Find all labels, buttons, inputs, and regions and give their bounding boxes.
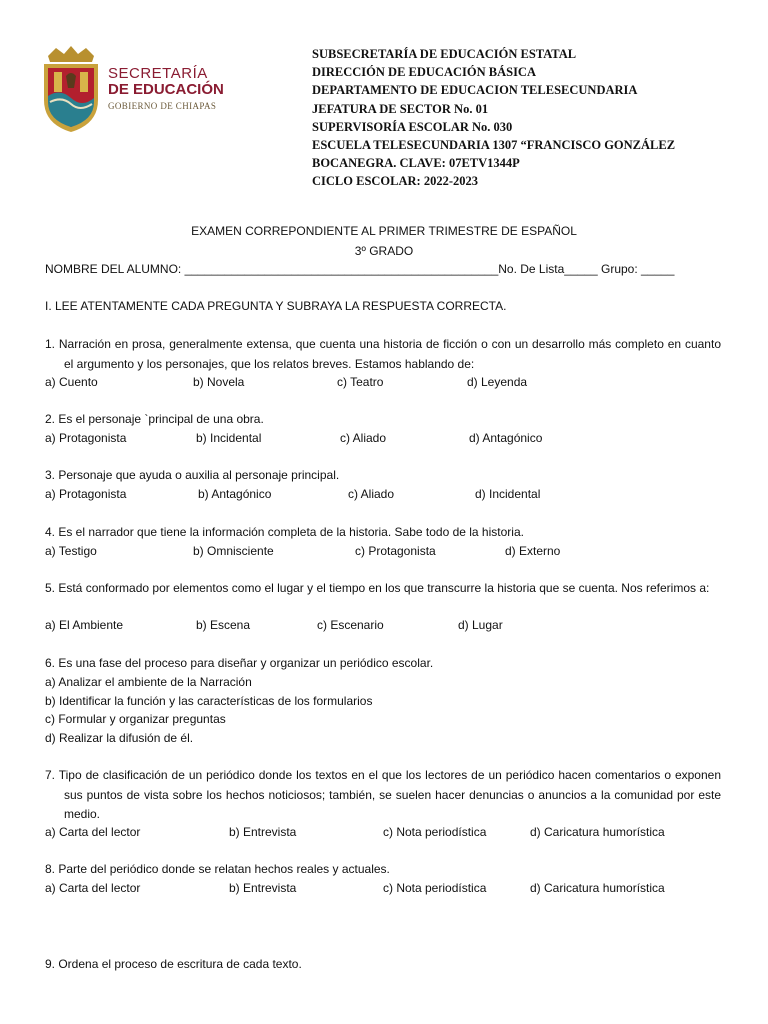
question-3: 3. Personaje que ayuda o auxilia al personaje principal. [45, 468, 340, 482]
option[interactable]: b) Omnisciente [193, 544, 274, 558]
logo-line-2: DE EDUCACIÓN [108, 81, 224, 98]
option[interactable]: a) Cuento [45, 375, 98, 389]
question-4: 4. Es el narrador que tiene la información completa de la historia. Sabe todo de la historia. [45, 525, 524, 539]
option[interactable]: d) Caricatura humorística [530, 881, 665, 895]
options-row-1 [45, 375, 725, 393]
option[interactable]: c) Aliado [348, 487, 395, 501]
option[interactable]: d) Realizar la difusión de él. [45, 731, 194, 745]
option[interactable]: a) Carta del lector [45, 825, 141, 839]
header-line: DEPARTAMENTO DE EDUCACION TELESECUNDARIA [312, 83, 638, 98]
logo-line-1: SECRETARÍA [108, 65, 208, 82]
exam-grade: 3º GRADO [354, 244, 414, 258]
question-2: 2. Es el personaje `principal de una obra. [45, 412, 264, 426]
question-1 [45, 335, 721, 374]
option[interactable]: b) Entrevista [229, 825, 297, 839]
options-row-2 [45, 431, 725, 449]
header-line: ESCUELA TELESECUNDARIA 1307 “FRANCISCO GONZÁLEZ [312, 138, 676, 153]
student-name-line: NOMBRE DEL ALUMNO: _______________________________________________No. De Lista_____ Grupo: _____ [45, 262, 675, 276]
logo-line-3: GOBIERNO DE CHIAPAS [108, 101, 217, 111]
option[interactable]: a) Carta del lector [45, 881, 141, 895]
options-row-3 [45, 487, 725, 505]
option[interactable]: d) Lugar [458, 618, 503, 632]
header-line: CICLO ESCOLAR: 2022-2023 [312, 174, 478, 189]
option[interactable]: c) Aliado [340, 431, 387, 445]
option[interactable]: a) El Ambiente [45, 618, 124, 632]
option[interactable]: d) Externo [505, 544, 561, 558]
header-line: DIRECCIÓN DE EDUCACIÓN BÁSICA [312, 65, 536, 80]
question-8: 8. Parte del periódico donde se relatan hechos reales y actuales. [45, 862, 390, 876]
option[interactable]: c) Teatro [337, 375, 384, 389]
question-9: 9. Ordena el proceso de escritura de cada texto. [45, 957, 302, 971]
header-line: SUPERVISORÍA ESCOLAR No. 030 [312, 119, 513, 134]
option[interactable]: b) Entrevista [229, 881, 297, 895]
options-row-4 [45, 544, 725, 562]
option[interactable]: c) Formular y organizar preguntas [45, 712, 226, 726]
option[interactable]: d) Caricatura humorística [530, 825, 665, 839]
option[interactable]: c) Nota periodística [383, 825, 487, 839]
question-text: 1. Narración en prosa, generalmente extensa, que cuenta una historia de ficción o con un desarrollo más completo en cuanto el argumento y los personajes, que los relatos breves. Estamos hablando de: [45, 337, 721, 371]
chiapas-coat-of-arms-icon [40, 42, 102, 134]
option[interactable]: a) Protagonista [45, 487, 127, 501]
option[interactable]: b) Novela [193, 375, 245, 389]
header-line: SUBSECRETARÍA DE EDUCACIÓN ESTATAL [312, 47, 577, 61]
option[interactable]: a) Testigo [45, 544, 97, 558]
option[interactable]: d) Incidental [475, 487, 541, 501]
institution-header [312, 45, 732, 191]
question-text: 7. Tipo de clasificación de un periódico donde los textos en el que los lectores de un periódico hacen comentarios o exponen sus puntos de vista sobre los hechos noticiosos; también, se suelen hacer denuncias o anuncios a la comunidad por este medio. [45, 768, 721, 821]
option[interactable]: b) Escena [196, 618, 251, 632]
option[interactable]: b) Identificar la función y las características de los formularios [45, 694, 373, 708]
question-5 [45, 579, 721, 599]
option[interactable]: d) Leyenda [467, 375, 528, 389]
exam-title: EXAMEN CORREPONDIENTE AL PRIMER TRIMESTRE DE ESPAÑOL [191, 224, 577, 238]
options-row-8 [45, 881, 725, 899]
question-6: 6. Es una fase del proceso para diseñar y organizar un periódico escolar. [45, 656, 434, 670]
question-text: 5. Está conformado por elementos como el lugar y el tiempo en los que transcurre la historia que se cuenta. Nos referimos a: [45, 581, 710, 595]
option[interactable]: a) Protagonista [45, 431, 127, 445]
instruction: I. LEE ATENTAMENTE CADA PREGUNTA Y SUBRAYA LA RESPUESTA CORRECTA. [45, 299, 507, 313]
option[interactable]: b) Antagónico [198, 487, 272, 501]
header-line: BOCANEGRA. CLAVE: 07ETV1344P [312, 156, 520, 171]
options-row-7 [45, 825, 725, 843]
option[interactable]: c) Nota periodística [383, 881, 487, 895]
option[interactable]: b) Incidental [196, 431, 262, 445]
option[interactable]: d) Antagónico [469, 431, 543, 445]
header-line: JEFATURA DE SECTOR No. 01 [312, 101, 489, 116]
option[interactable]: c) Escenario [317, 618, 384, 632]
options-row-5 [45, 618, 725, 636]
option[interactable]: c) Protagonista [355, 544, 436, 558]
secretaria-logo [40, 42, 240, 142]
option[interactable]: a) Analizar el ambiente de la Narración [45, 675, 252, 689]
question-7 [45, 766, 721, 825]
